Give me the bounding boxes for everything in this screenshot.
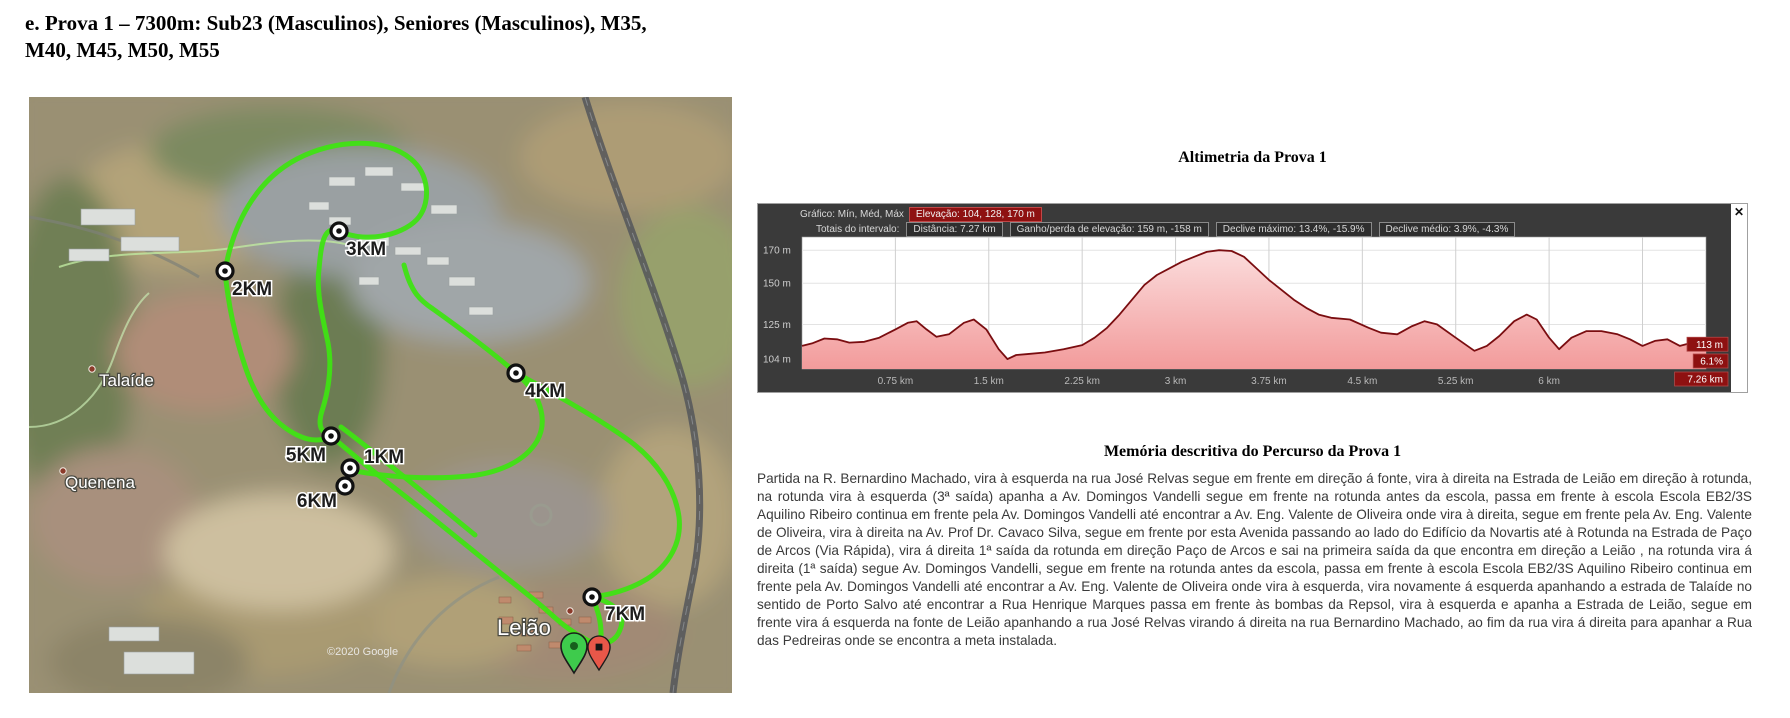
- stats-row1-label: Gráfico: Mín, Méd, Máx: [800, 209, 904, 220]
- max-grade-stat: Declive máximo: 13.4%, -15.9%: [1216, 222, 1372, 237]
- memo-paragraph: Partida na R. Bernardino Machado, vira à esquerda na rua José Relvas segue em frente em direção á fonte, vira à direita na Estrada de Leião em direção à rotunda, na rotunda vira à esquerda (3ª saída) apanha a Av. Domingos Vandelli segue em frente na rotunda antes da escola, passa em frente à escola Escola EB2/3S Aquilino Ribeiro continua em frente pela Av. Domingos Vandelli até encontrar a Av. Eng. Valente de Oliveira onde vira à direita, segue em frente pela Av. Eng. Valente de Oliveira, vira à direita na Av. Prof Dr. Cavaco Silva, segue em frente por esta Avenida passando ao lado do Edifício da Novartis até à Rotunda na Estrada de Paço de Arcos (Via Rápida), vira á direita 1ª saída da rotunda em direção Paço de Arcos e sai na primeira saída da que encontra em direção a Leião , na rotunda vira á direita (1ª saída) segue Av. Domingos Vandelli, segue em frente na rotunda antes da escola, passa em frente à escola Escola EB2/3S Aquilino Ribeiro continua em frente pela Av. Domingos Vandelli até encontrar a Av. Eng. Valente de Oliveira onde vira à esquerda, vira novamente á esquerda apanhando a estrada de Talaíde no sentido de Porto Salvo até encontrar a Rua Henrique Marques passa em frente às bombas da Repsol, vira à esquerda e apanha a Estrada de Leião, segue em frente vira á esquerda na fonte de Leião apanhando a rua José Relvas virando á direita na rua Bernardino Machado, ao fim da rua vira á direita para apanhar a Rua das Pedreiras onde se encontra a meta instalada.: [757, 471, 1752, 648]
- y-axis-label: 170 m: [763, 245, 791, 257]
- stats-row2-label: Totais do intervalo:: [816, 224, 900, 235]
- elevation-chart-widget: [757, 203, 1748, 393]
- place-dot: [89, 366, 95, 372]
- page-title-line1: e. Prova 1 – 7300m: Sub23 (Masculinos), Seniores (Masculinos), M35,: [25, 11, 647, 35]
- y-axis-label: 104 m: [763, 354, 791, 366]
- km-marker-label: 6KM: [296, 491, 337, 512]
- x-axis-label: 6 km: [1538, 376, 1560, 387]
- chart-stats-row2: [816, 222, 1515, 237]
- km-marker-label: 3KM: [346, 239, 387, 260]
- map-copyright: ©2020 Google: [327, 646, 399, 658]
- x-axis-label: 5.25 km: [1437, 376, 1474, 387]
- course-map-image: [29, 97, 732, 693]
- place-label-quenena: Quenena: [65, 473, 135, 492]
- page-title: [25, 10, 725, 64]
- x-axis-label: 3 km: [1164, 376, 1187, 387]
- x-axis-label: 2.25 km: [1064, 376, 1100, 387]
- km-marker-label: 4KM: [525, 381, 566, 402]
- page-title-line2: M40, M45, M50, M55: [25, 38, 220, 62]
- end-grade-badge-label: 6.1%: [1700, 356, 1723, 368]
- distance-stat: Distância: 7.27 km: [906, 222, 1002, 237]
- x-axis-label: 4.5 km: [1347, 376, 1378, 387]
- elevation-chart-background: [758, 204, 1731, 392]
- course-map: [29, 97, 732, 693]
- x-axis-label: 1.5 km: [973, 376, 1004, 387]
- y-axis-label: 150 m: [763, 278, 791, 290]
- place-label-talaíde: Talaíde: [99, 371, 154, 390]
- km-marker-label: 7KM: [605, 604, 646, 625]
- y-axis-label: 125 m: [763, 319, 791, 331]
- place-label-leião: Leião: [497, 615, 551, 640]
- elevation-stat-badge: Elevação: 104, 128, 170 m: [909, 207, 1042, 222]
- memo-heading: Memória descritiva do Percurso da Prova 1: [1103, 443, 1402, 460]
- x-axis-label: 0.75 km: [877, 376, 914, 387]
- place-dot: [567, 608, 573, 614]
- gain-loss-stat: Ganho/perda de elevação: 159 m, -158 m: [1010, 222, 1209, 237]
- km-marker-label: 5KM: [285, 445, 326, 466]
- km-marker-label: 2KM: [232, 279, 273, 300]
- altimetry-heading: Altimetria da Prova 1: [1178, 149, 1327, 166]
- avg-grade-stat: Declive médio: 3.9%, -4.3%: [1379, 222, 1516, 237]
- close-icon[interactable]: ✕: [1733, 205, 1745, 219]
- end-elevation-badge-label: 113 m: [1695, 339, 1723, 351]
- km-marker-label: 1KM: [364, 447, 405, 468]
- end-distance-badge-label: 7.26 km: [1687, 374, 1723, 386]
- x-axis-label: 3.75 km: [1251, 376, 1287, 387]
- chart-stats-row1: [800, 207, 1042, 222]
